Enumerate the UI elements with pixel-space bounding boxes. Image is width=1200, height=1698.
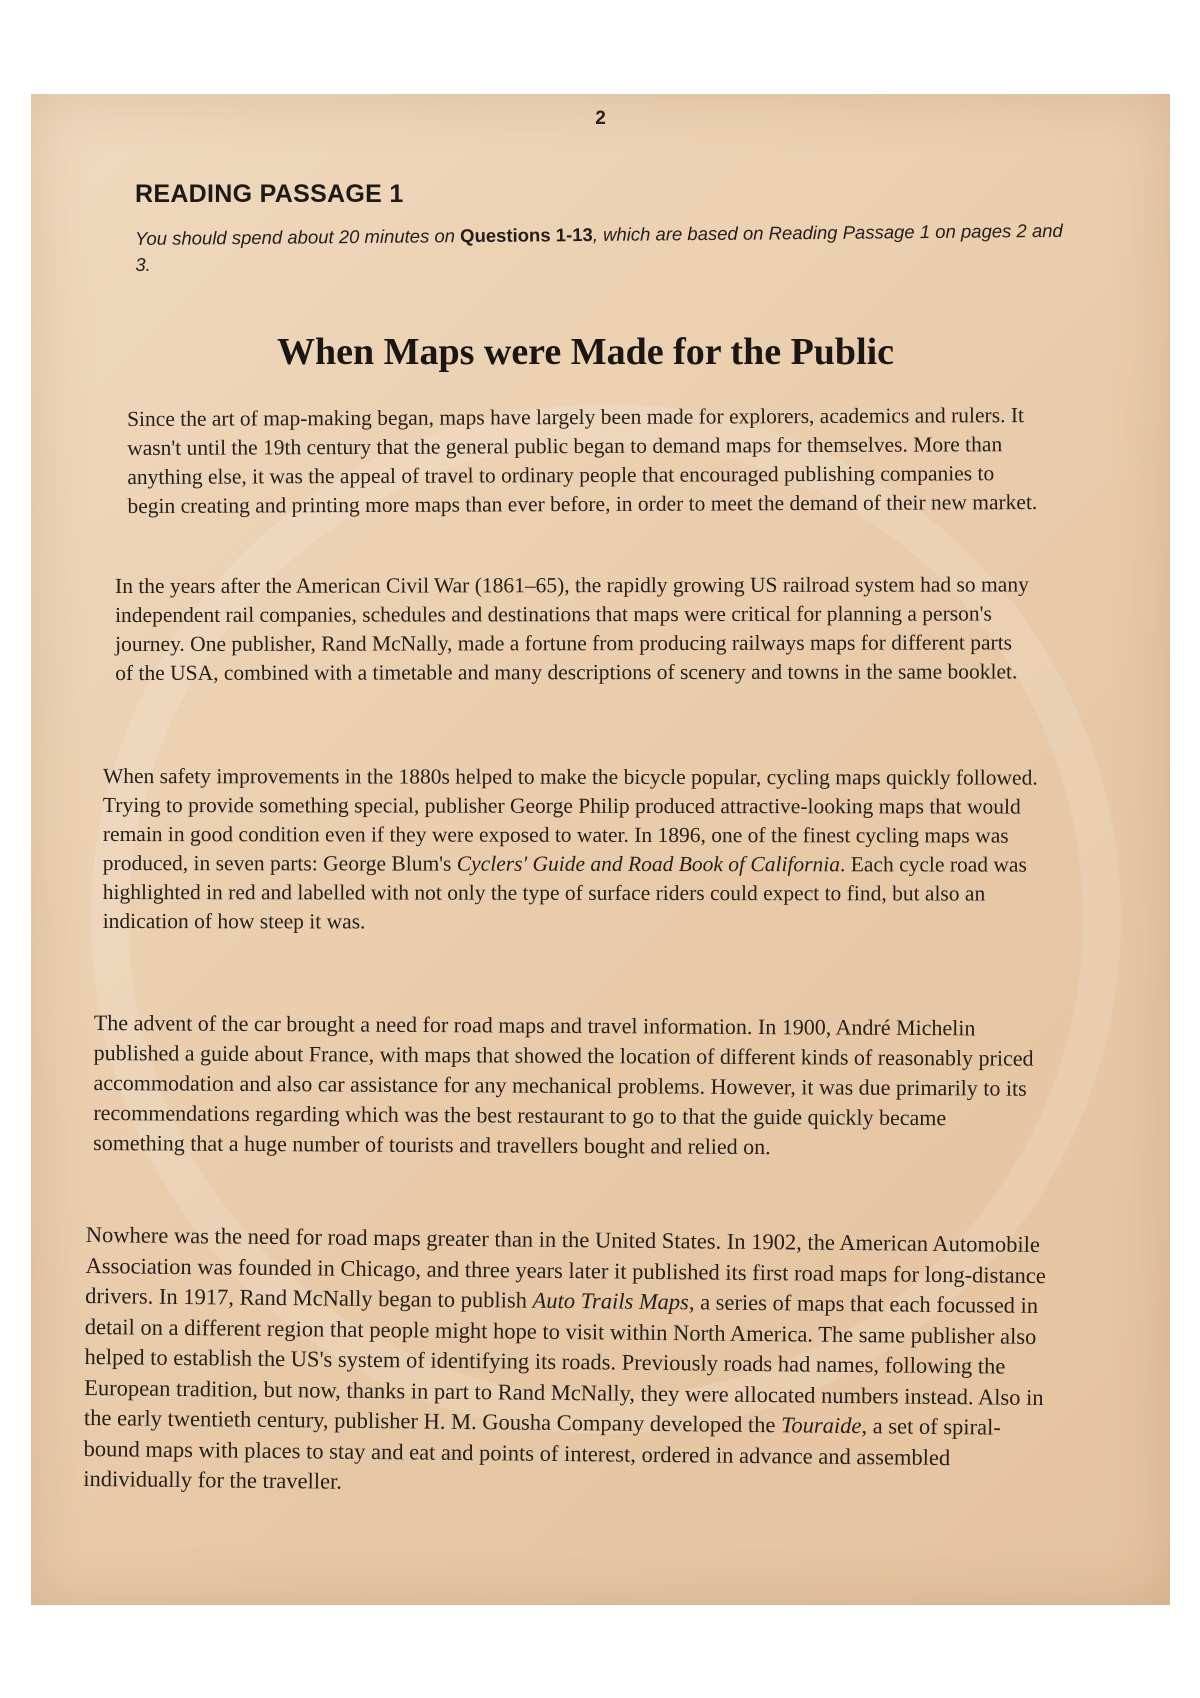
instructions-text-before: You should spend about 20 minutes on	[135, 225, 461, 249]
instructions-text-after: , which are based on Reading Passage 1 on pages 2 and 3.	[135, 219, 1063, 275]
paragraph-3	[103, 762, 1048, 938]
instructions-questions: Questions 1-13	[460, 224, 593, 247]
instructions	[135, 218, 1075, 278]
paragraph-5	[83, 1220, 1056, 1505]
paragraph-3-text-before: When safety improvements in the 1880s helped to make the bicycle popular, cycling maps quickly followed. Trying to provide something special, publisher George Philip produced attractive-looking maps that would remain in good condition even if they were exposed to water. In 1896, one of the finest cycling maps was produced, in seven parts: George Blum's	[102, 764, 1038, 876]
paragraph-5-text-3: , a set of spiral-bound maps with places to stay and eat and points of interest, ordered in advance and assembled individually for the traveller.	[83, 1413, 1001, 1494]
book-title-cyclers-guide: Cyclers' Guide and Road Book of California	[456, 851, 841, 877]
paragraph-4: The advent of the car brought a need for road maps and travel information. In 1900, André Michelin published a guide about France, with maps that showed the location of different kinds of reasonably priced accommodation and also car assistance for any mechanical problems. However, it was due primarily to its recommendations regarding which was the best restaurant to go to that the guide quickly became something that a huge number of tourists and travellers bought and relied on.	[93, 1009, 1034, 1160]
title-touraide: Touraide	[780, 1412, 862, 1439]
paper-page	[31, 94, 1170, 1605]
title-auto-trails-maps: Auto Trails Maps	[532, 1287, 690, 1315]
paragraph-1: Since the art of map-making began, maps have largely been made for explorers, academics and rulers. It wasn't until the 19th century that the general public began to demand maps for themselves. More than anything else, it was the appeal of travel to ordinary people that encouraged publishing companies to begin creating and printing more maps than ever before, in order to meet the demand of their new market.	[127, 403, 1038, 518]
paragraph-5-text-2: , a series of maps that each focussed in detail on a different region that people might hope to visit within North America. The same publisher also helped to establish the US's system of identifying its roads. Previously roads had names, following the European tradition, but now, thanks in part to Rand McNally, they were allocated numbers instead. Also in the early twentieth century, publisher H. M. Gousha Company developed the	[83, 1289, 1044, 1438]
page-number: 2	[595, 108, 606, 129]
passage-heading: READING PASSAGE 1	[135, 180, 404, 208]
paragraph-2: In the years after the American Civil War (1861–65), the rapidly growing US railroad system had so many independent rail companies, schedules and destinations that maps were critical for planning a person's journey. One publisher, Rand McNally, made a fortune from producing railways maps for different parts of the USA, combined with a timetable and many descriptions of scenery and towns in the same booklet.	[115, 572, 1029, 685]
article-title: When Maps were Made for the Public	[276, 331, 895, 373]
paragraph-3-text-after: . Each cycle road was highlighted in red and labelled with not only the type of surface riders could expect to find, but also an indication of how steep it was.	[102, 852, 1027, 934]
paragraph-5-text-1: Nowhere was the need for road maps greater than in the United States. In 1902, the American Automobile Association was founded in Chicago, and three years later it published its first road maps for long-distance drivers. In 1917, Rand McNally began to publish	[85, 1221, 1046, 1313]
